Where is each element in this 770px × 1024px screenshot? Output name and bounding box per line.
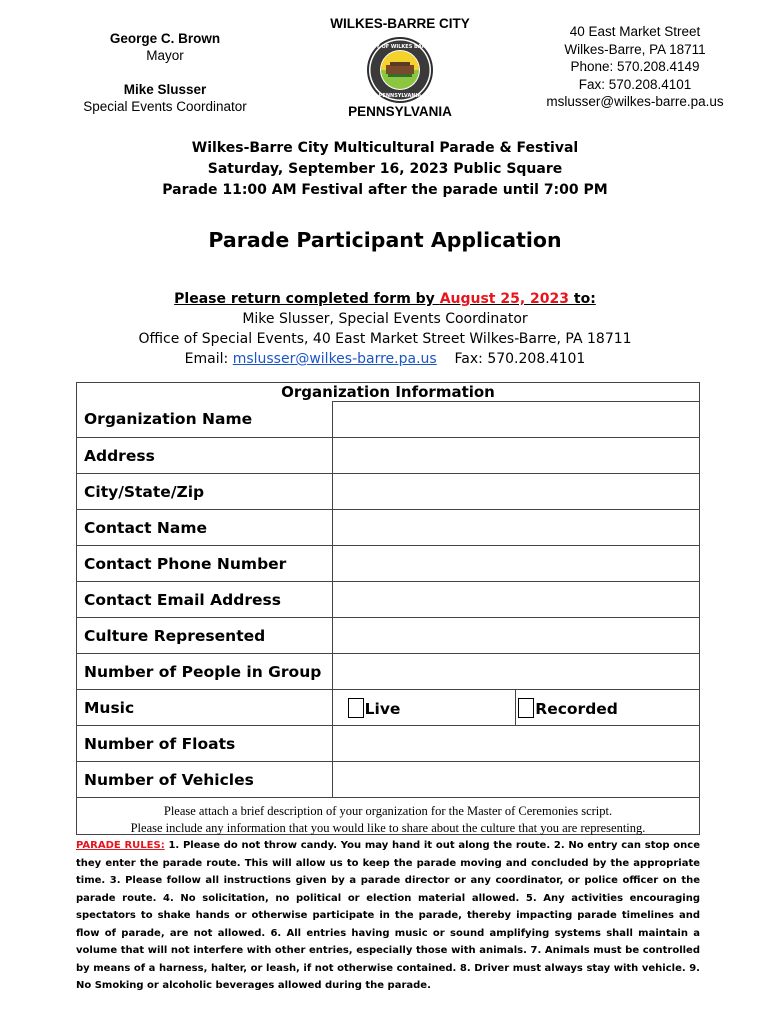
music-live-option[interactable] [332,690,516,726]
organization-name-field[interactable] [332,402,699,438]
organization-table [76,382,700,798]
address-field[interactable] [332,438,699,474]
return-contact-line [0,349,770,369]
officials-block [60,30,270,115]
return-deadline-line [0,289,770,309]
rules-text: 1. Please do not throw candy. You may hand it out along the route. 2. No entry can stop once they enter the parade route. This will allow us to keep the parade moving and concluded by the appropriate time. 3. Please follow all instructions given by a parade director or any coordinator, or police officer on the parade route. 4. No solicitation, no political or election material allowed. 5. Any activities encouraging spectators to shake hands or otherwise participate in the parade, thereby impacting parade timelines and flow of parade, are not allowed. 6. All entries having music or sound amplifying systems shall maintain a volume that will not interfere with other entries, especially those with animals. 7. Animals must be controlled by means of a harness, halter, or leash, if not otherwise contained. 8. Driver must always stay with vehicle. 9. No Smoking or alcoholic beverages allowed during the parade. [76,840,700,991]
office-phone: Phone: 570.208.4149 [570,59,700,74]
contact-block [530,23,740,111]
email-link[interactable]: mslusser@wilkes-barre.pa.us [232,351,437,367]
deadline-date: August 25, 2023 [439,291,570,307]
field-label: Contact Phone Number [77,546,333,582]
city-state-zip-field[interactable] [332,474,699,510]
fax-number: Fax: 570.208.4101 [454,351,586,367]
field-label: Contact Name [77,510,333,546]
contact-phone-field[interactable] [332,546,699,582]
page-title: Parade Participant Application [208,228,562,252]
office-city: Wilkes-Barre, PA 18711 [564,41,706,57]
email-label: Email: [184,351,233,367]
field-label: Number of Vehicles [77,762,333,798]
field-label: Contact Email Address [77,582,333,618]
contact-name-field[interactable] [332,510,699,546]
coordinator-name: Mike Slusser [123,82,207,97]
attach-note-line1: Please attach a brief description of your organization for the Master of Ceremonies script. [163,804,613,818]
office-fax: Fax: 570.208.4101 [578,76,692,92]
vehicles-field[interactable] [332,762,699,798]
recorded-checkbox[interactable] [518,698,534,718]
parade-rules [76,837,700,995]
field-label: Number of Floats [77,726,333,762]
svg-text:PENNSYLVANIA: PENNSYLVANIA [378,93,422,99]
field-label: Number of People in Group [77,654,333,690]
field-label: Music [77,690,333,726]
return-prefix: Please return completed form by [174,291,440,307]
mayor-name: George C. Brown [109,31,221,46]
return-office: Office of Special Events, 40 East Market Street Wilkes-Barre, PA 18711 [138,331,632,347]
office-email: mslusser@wilkes-barre.pa.us [546,94,724,109]
recorded-label: Recorded [535,699,618,718]
contact-email-field[interactable] [332,582,699,618]
state-title: PENNSYLVANIA [348,104,452,119]
city-seal-icon [366,36,434,104]
event-info [0,138,770,201]
live-checkbox[interactable] [348,698,364,718]
culture-field[interactable] [332,618,699,654]
event-date: Saturday, September 16, 2023 Public Square [207,161,563,177]
field-label: Organization Name [77,402,333,438]
table-heading: Organization Information [77,383,700,402]
return-suffix: to: [569,291,596,307]
mayor-title: Mayor [146,48,184,63]
field-label: Culture Represented [77,618,333,654]
coordinator-title: Special Events Coordinator [83,99,247,114]
floats-field[interactable] [332,726,699,762]
city-title: WILKES-BARRE CITY [330,16,470,31]
music-recorded-option[interactable] [516,690,700,726]
attach-note [76,798,700,835]
field-label: Address [77,438,333,474]
return-recipient: Mike Slusser, Special Events Coordinator [242,311,528,327]
svg-text:CITY OF WILKES BARRE: CITY OF WILKES BARRE [367,44,433,50]
return-instructions [0,289,770,369]
group-size-field[interactable] [332,654,699,690]
live-label: Live [364,699,401,718]
event-time: Parade 11:00 AM Festival after the parade until 7:00 PM [162,182,608,198]
rules-title: PARADE RULES: [76,840,165,851]
field-label: City/State/Zip [77,474,333,510]
office-address: 40 East Market Street [569,24,701,39]
event-name: Wilkes-Barre City Multicultural Parade & Festival [191,140,579,156]
attach-note-line2: Please include any information that you would like to share about the culture that you are representing. [130,821,646,835]
